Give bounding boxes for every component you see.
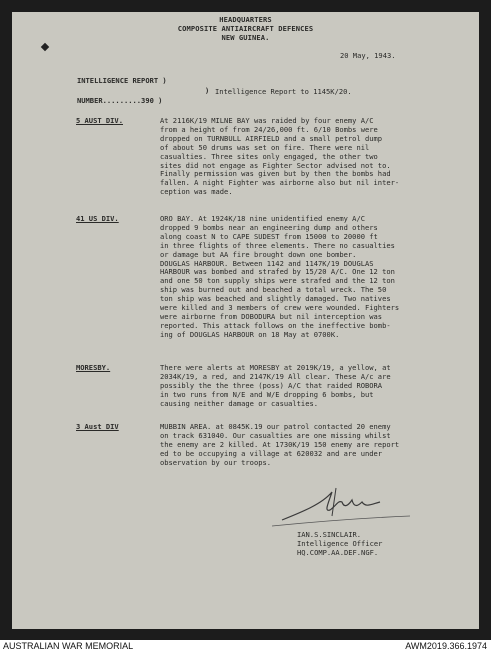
section-label-3-aust-div: 3 Aust DIV xyxy=(76,422,119,431)
section-body-moresby xyxy=(160,364,479,409)
body-line: causing neither damage or casualties. xyxy=(160,398,319,408)
footer-institution: AUSTRALIAN WAR MEMORIAL xyxy=(3,641,134,651)
body-line: possibly the the three (poss) A/C that raided ROBORA xyxy=(160,380,383,390)
body-line: ing of DOUGLAS HARBOUR on 18 May at 0700K. xyxy=(160,329,340,339)
body-line: casualties. Three sites only engaged, the other two xyxy=(160,151,378,161)
body-line: in two runs from N/E and W/E dropping 6 bombs, but xyxy=(160,389,374,399)
signature-block xyxy=(297,531,382,558)
body-line: the enemy are 2 killed. At 1730K/19 150 enemy are report xyxy=(160,439,400,449)
signatory-name: IAN.S.SINCLAIR. xyxy=(297,530,362,539)
section-body-41-us-div xyxy=(160,215,479,340)
body-line: ORO BAY. At 1924K/18 nine unidentified enemy A/C xyxy=(160,214,365,223)
body-line: or damage but AA fire brought down one bomber. xyxy=(160,249,357,259)
body-line: dropped 9 bombs near an engineering dump and others xyxy=(160,222,378,232)
body-line: Finally permission was given but by then the bombs had xyxy=(160,169,391,179)
body-line: ed to be occupying a village at 620032 and are under xyxy=(160,448,383,458)
body-line: reported. This attack follows on the ineffective bomb- xyxy=(160,320,391,330)
signatory-org: HQ.COMP.AA.DEF.NGF. xyxy=(297,547,379,557)
body-line: from a height of from 24/26,000 ft. 6/10 Bombs were xyxy=(160,124,378,134)
body-line: There were alerts at MORESBY at 2019K/19, a yellow, at xyxy=(160,363,391,372)
body-line: were airborne from DOBODURA but nil interception was xyxy=(160,311,383,321)
body-line: dropped on TURNBULL AIRFIELD and a small petrol dump xyxy=(160,133,383,143)
body-line: along coast N to CAPE SUDEST from 15000 to 20000 ft xyxy=(160,231,378,241)
signatory-title: Intelligence Officer xyxy=(297,538,383,548)
document-page xyxy=(12,12,479,629)
body-line: MUBBIN AREA. at 0845K.19 our patrol contacted 20 enemy xyxy=(160,422,391,431)
section-body-3-aust-div xyxy=(160,423,479,468)
body-line: observation by our troops. xyxy=(160,457,272,467)
body-line: of about 50 drums was set on fire. There were nil xyxy=(160,142,370,152)
body-line: in three flights of three elements. There no casualties xyxy=(160,240,395,250)
header-line-1: HEADQUARTERS xyxy=(219,15,272,24)
intel-brace: ) xyxy=(205,86,210,95)
section-body-5-aust-div xyxy=(160,117,479,197)
body-line: ship was burned out and beached a total wreck. The 50 xyxy=(160,285,387,295)
header-line-2: COMPOSITE ANTIAIRCRAFT DEFENCES xyxy=(177,24,314,33)
body-line: 2034K/19, a red, and 2147K/19 All clear. These A/c are xyxy=(160,371,391,381)
body-line: on track 631040. Our casualties are one missing whilst xyxy=(160,430,391,440)
footer-catalog-id: AWM2019.366.1974 xyxy=(405,641,487,651)
body-line: HARBOUR was bombed and strafed by 15/20 A/C. One 12 ton xyxy=(160,267,395,277)
body-line: At 2116K/19 MILNE BAY was raided by four enemy A/C xyxy=(160,116,374,125)
body-line: sites did not engage as Fighter Sector advised not to. xyxy=(160,160,391,170)
handwritten-signature xyxy=(262,482,412,532)
report-date: 20 May, 1943. xyxy=(340,51,396,60)
section-label-moresby: MORESBY. xyxy=(76,363,111,372)
intel-report-subject: Intelligence Report to 1145K/20. xyxy=(215,87,352,96)
punch-mark xyxy=(41,43,49,51)
intel-number-label: NUMBER.........390 ) xyxy=(77,96,163,105)
section-label-5-aust-div: 5 AUST DIV. xyxy=(76,116,123,125)
intel-report-label: INTELLIGENCE REPORT ) xyxy=(77,76,167,85)
body-line: fallen. A night Fighter was airborne also but nil inter- xyxy=(160,178,400,188)
header-line-3: NEW GUINEA. xyxy=(221,33,270,42)
body-line: were killed and 3 members of crew were wounded. Fighters xyxy=(160,303,400,313)
body-line: and one 50 ton supply ships were strafed and the 12 ton xyxy=(160,276,395,286)
archive-footer xyxy=(0,640,491,653)
body-line: ception was made. xyxy=(160,187,233,197)
body-line: ton ship was beached and slightly damaged. Two natives xyxy=(160,294,391,304)
body-line: DOUGLAS HARBOUR. Between 1142 and 1147K/19 DOUGLAS xyxy=(160,258,374,268)
section-label-41-us-div: 41 US DIV. xyxy=(76,214,119,223)
